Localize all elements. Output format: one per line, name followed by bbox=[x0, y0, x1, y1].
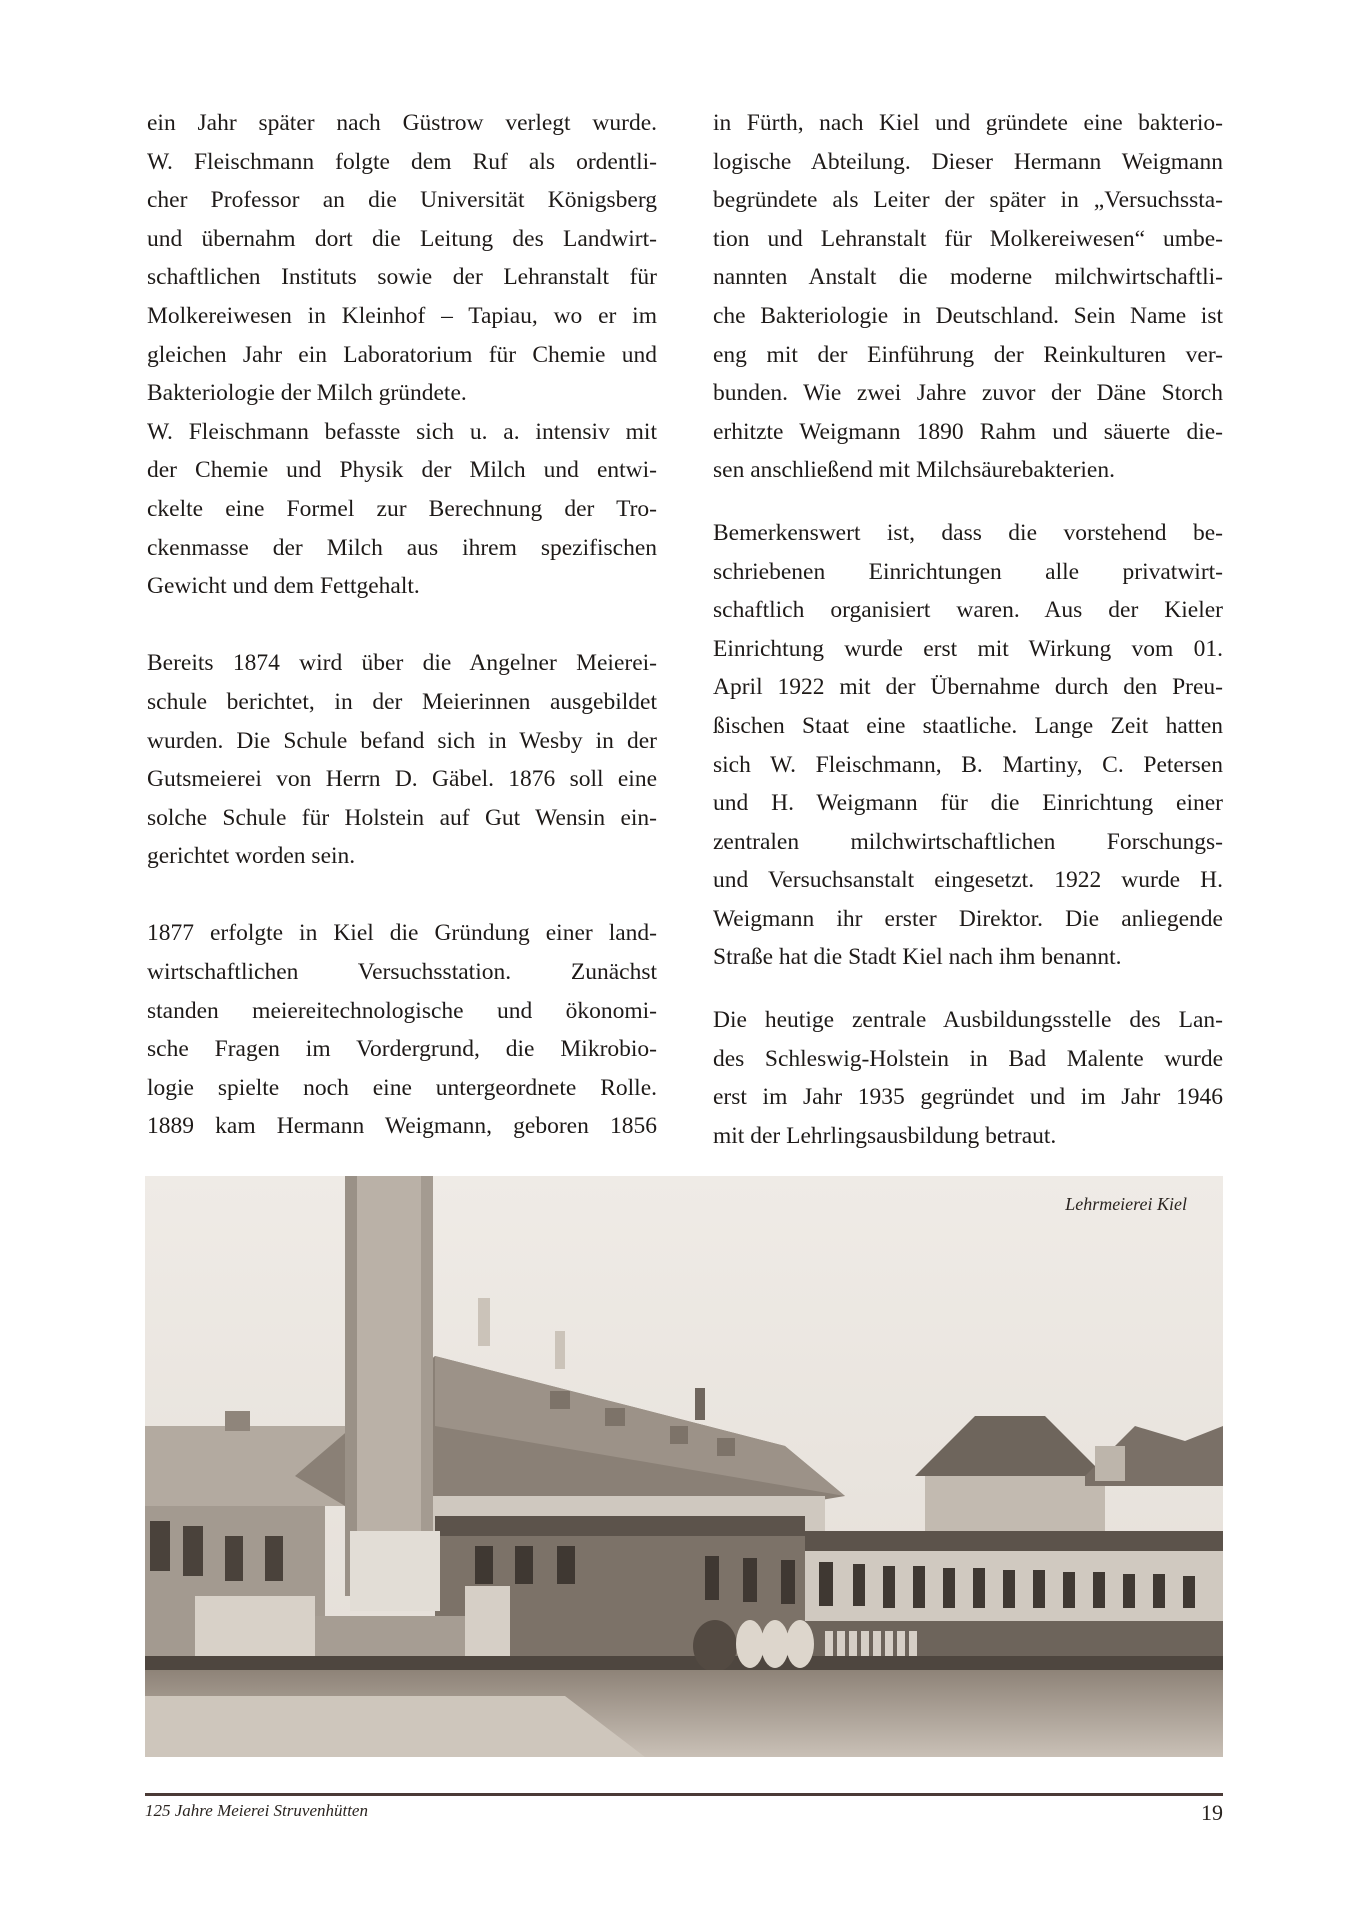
text-line: Weigmann ihr erster Direktor. Die anliegende bbox=[713, 905, 1223, 932]
text-line: erhitzte Weigmann 1890 Rahm und säuerte die- bbox=[713, 418, 1223, 445]
text-line: April 1922 mit der Übernahme durch den Preu- bbox=[713, 674, 1223, 701]
text-line: gleichen Jahr ein Laboratorium für Chemie und bbox=[147, 341, 657, 368]
photo-caption: Lehrmeierei Kiel bbox=[1065, 1194, 1187, 1214]
text-line: logie spielte noch eine untergeordnete Rolle. bbox=[147, 1074, 657, 1101]
text-line: ckelte eine Formel zur Berechnung der Tro- bbox=[147, 495, 657, 522]
text-line: sich W. Fleischmann, B. Martiny, C. Petersen bbox=[713, 751, 1223, 778]
text-line: logische Abteilung. Dieser Hermann Weigmann bbox=[713, 148, 1223, 175]
text-line: mit der Lehrlingsausbildung betraut. bbox=[713, 1122, 1057, 1149]
right-text-column bbox=[713, 104, 1223, 1155]
text-line: wirtschaftlichen Versuchsstation. Zunächst bbox=[147, 959, 657, 986]
text-line: Die heutige zentrale Ausbildungsstelle des Lan- bbox=[713, 1007, 1223, 1034]
paragraph-weigmann-bakteriologie bbox=[713, 104, 1223, 490]
text-line: bunden. Wie zwei Jahre zuvor der Däne Storch bbox=[713, 380, 1223, 407]
text-line: wurden. Die Schule befand sich in Wesby in der bbox=[147, 727, 657, 754]
text-line: W. Fleischmann folgte dem Ruf als ordentli- bbox=[147, 148, 657, 175]
text-line: Einrichtung wurde erst mit Wirkung vom 01. bbox=[713, 635, 1223, 662]
text-line: eng mit der Einführung der Reinkulturen ver- bbox=[713, 341, 1223, 368]
text-line: Bereits 1874 wird über die Angelner Meierei- bbox=[147, 650, 657, 677]
text-line: che Bakteriologie in Deutschland. Sein Name ist bbox=[713, 302, 1223, 329]
text-line: schriebenen Einrichtungen alle privatwirt- bbox=[713, 558, 1223, 585]
text-line: der Chemie und Physik der Milch und entwi- bbox=[147, 457, 657, 484]
text-line: W. Fleischmann befasste sich u. a. intensiv mit bbox=[147, 418, 657, 445]
text-line: und Versuchsanstalt eingesetzt. 1922 wurde H. bbox=[713, 867, 1223, 894]
paragraph-bad-malente bbox=[713, 1001, 1223, 1155]
text-line: Straße hat die Stadt Kiel nach ihm benannt. bbox=[713, 944, 1122, 971]
paragraph-angelner-meiereischule bbox=[147, 644, 657, 876]
text-line: Molkereiwesen in Kleinhof – Tapiau, wo er im bbox=[147, 302, 657, 329]
text-line: schaftlich organisiert waren. Aus der Kieler bbox=[713, 597, 1223, 624]
text-line: tion und Lehranstalt für Molkereiwesen“ umbe- bbox=[713, 225, 1223, 252]
text-line: sche Fragen im Vordergrund, die Mikrobio- bbox=[147, 1036, 657, 1063]
building-photo-illustration bbox=[145, 1176, 1223, 1757]
text-line: Bakteriologie der Milch gründete. bbox=[147, 380, 467, 407]
text-line: begründete als Leiter der später in „Versuchssta- bbox=[713, 187, 1223, 214]
text-line: ßischen Staat eine staatliche. Lange Zeit hatten bbox=[713, 712, 1223, 739]
left-text-column bbox=[147, 104, 657, 1146]
paragraph-privatwirtschaftlich bbox=[713, 514, 1223, 977]
text-line: sen anschließend mit Milchsäurebakterien. bbox=[713, 457, 1115, 484]
text-line: nannten Anstalt die moderne milchwirtschaftli- bbox=[713, 264, 1223, 291]
text-line: Gutsmeierei von Herrn D. Gäbel. 1876 soll eine bbox=[147, 766, 657, 793]
text-line: gerichtet worden sein. bbox=[147, 843, 356, 870]
text-line: schule berichtet, in der Meierinnen ausgebildet bbox=[147, 688, 657, 715]
text-line: 1889 kam Hermann Weigmann, geboren 1856 bbox=[147, 1113, 657, 1140]
text-line: und übernahm dort die Leitung des Landwirt- bbox=[147, 225, 657, 252]
text-line: standen meiereitechnologische und ökonomi- bbox=[147, 997, 657, 1024]
text-line: ckenmasse der Milch aus ihrem spezifischen bbox=[147, 534, 657, 561]
paragraph-fleischmann-koenigsberg bbox=[147, 104, 657, 413]
text-line: Bemerkenswert ist, dass die vorstehend be- bbox=[713, 519, 1223, 546]
text-line: in Fürth, nach Kiel und gründete eine bakterio- bbox=[713, 110, 1223, 136]
text-line: erst im Jahr 1935 gegründet und im Jahr 1946 bbox=[713, 1084, 1223, 1111]
footer-divider bbox=[145, 1793, 1223, 1796]
text-line: und H. Weigmann für die Einrichtung einer bbox=[713, 790, 1223, 817]
page-number: 19 bbox=[1201, 1800, 1223, 1825]
text-line: zentralen milchwirtschaftlichen Forschungs- bbox=[713, 828, 1223, 855]
text-line: solche Schule für Holstein auf Gut Wensin ein- bbox=[147, 804, 657, 831]
text-line: cher Professor an die Universität Königsberg bbox=[147, 187, 657, 214]
text-line: 1877 erfolgte in Kiel die Gründung einer land- bbox=[147, 920, 657, 947]
paragraph-kiel-versuchsstation bbox=[147, 914, 657, 1146]
footer-book-title: 125 Jahre Meierei Struvenhütten bbox=[145, 1801, 368, 1820]
text-line: des Schleswig-Holstein in Bad Malente wurde bbox=[713, 1045, 1223, 1072]
text-line: ein Jahr später nach Güstrow verlegt wurde. bbox=[147, 110, 657, 136]
text-line: Gewicht und dem Fettgehalt. bbox=[147, 573, 420, 600]
paragraph-fleischmann-chemie bbox=[147, 413, 657, 606]
lehrmeierei-kiel-photo bbox=[145, 1176, 1223, 1757]
text-line: schaftlichen Instituts sowie der Lehranstalt für bbox=[147, 264, 657, 291]
